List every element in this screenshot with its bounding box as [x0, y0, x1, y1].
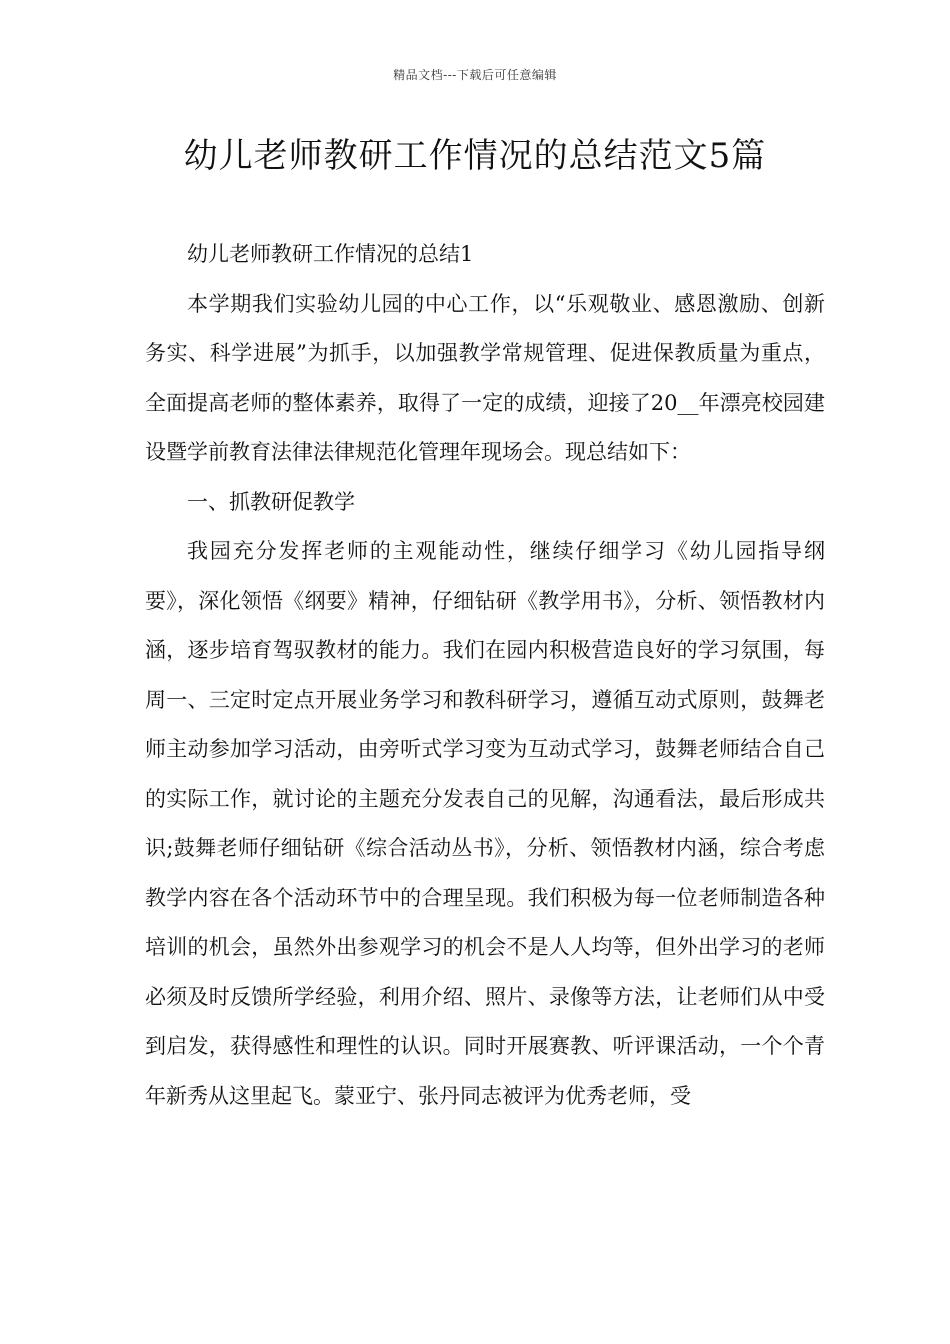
- paragraph: 我园充分发挥老师的主观能动性，继续仔细学习《幼儿园指导纲要》，深化领悟《纲要》精神，仔细钻研《教学用书》，分析、领悟教材内涵，逐步培育驾驭教材的能力。我们在园内积极营造良好的学习氛围，每周一、三定时定点开展业务学习和教科研学习，遵循互动式原则，鼓舞老师主动参加学习活动，由旁听式学习变为互动式学习，鼓舞老师结合自己的实际工作，就讨论的主题充分发表自己的见解，沟通看法，最后形成共识;鼓舞老师仔细钻研《综合活动丛书》，分析、领悟教材内涵，综合考虑教学内容在各个活动环节中的合理呈现。我们积极为每一位老师制造各种培训的机会，虽然外出参观学习的机会不是人人均等，但外出学习的老师必须及时反馈所学经验，利用介绍、照片、录像等方法，让老师们从中受到启发，获得感性和理性的认识。同时开展赛教、听评课活动，一个个青年新秀从这里起飞。蒙亚宁、张丹同志被评为优秀老师，受: [145, 539, 825, 1108]
- section-subtitle: 幼儿老师教研工作情况的总结1: [187, 242, 474, 266]
- section-heading: 一、抓教研促教学: [187, 489, 355, 514]
- document-body: [145, 230, 825, 1121]
- paragraph: 本学期我们实验幼儿园的中心工作，以“乐观敬业、感恩激励、创新务实、科学进展”为抓手，以加强教学常规管理、促进保教质量为重点，全面提高老师的整体素养，取得了一定的成绩，迎接了20__年漂亮校园建设暨学前教育法律法律规范化管理年现场会。现总结如下：: [145, 291, 825, 464]
- header-note: 精品文档---下载后可任意编辑: [393, 68, 557, 82]
- document-title: 幼儿老师教研工作情况的总结范文5篇: [183, 136, 767, 176]
